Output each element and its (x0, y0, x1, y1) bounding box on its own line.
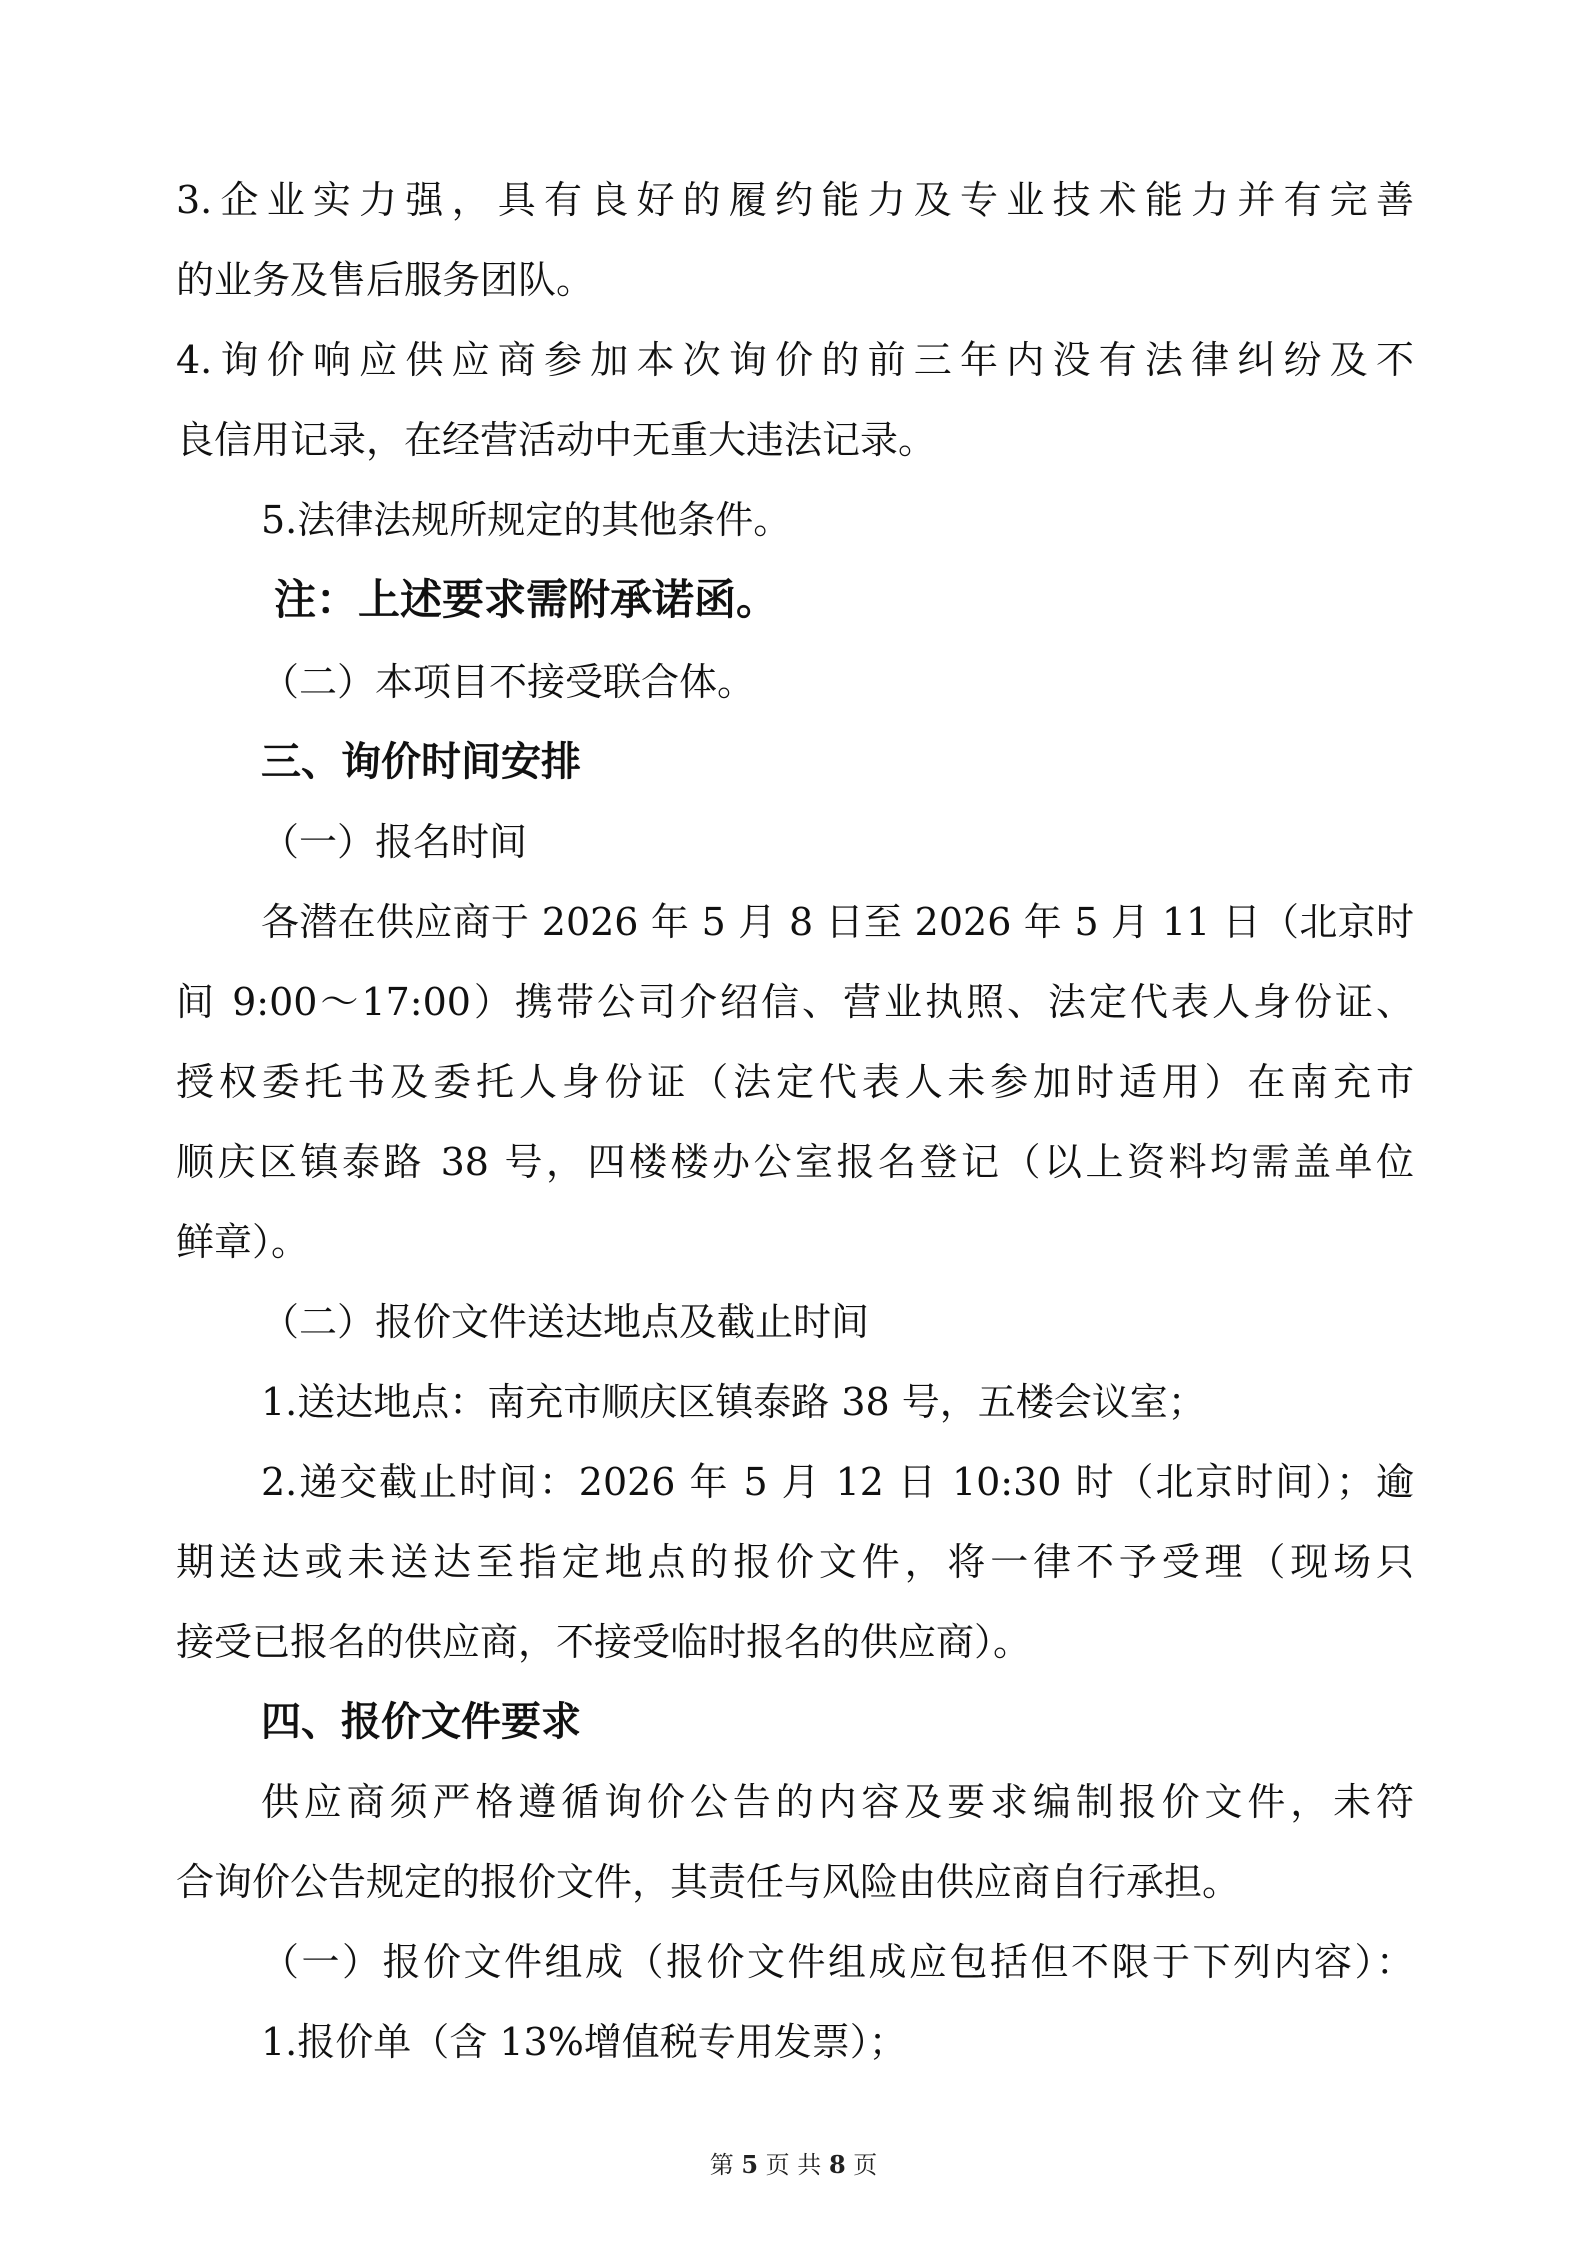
section-heading: 三、询价时间安排 (261, 739, 581, 785)
paragraph-line: 顺庆区镇泰路 38 号，四楼楼办公室报名登记（以上资料均需盖单位 (176, 1140, 1414, 1184)
total-page-number: 8 (828, 2150, 846, 2179)
paragraph-line: 良信用记录，在经营活动中无重大违法记录。 (176, 418, 937, 462)
paragraph-line: 供应商须严格遵循询价公告的内容及要求编制报价文件，未符 (261, 1780, 1414, 1824)
paragraph-line: 3.企业实力强，具有良好的履约能力及专业技术能力并有完善 (176, 178, 1414, 222)
note-text: 注：上述要求需附承诺函。 (274, 575, 779, 624)
subsection-heading: （一）报名时间 (261, 820, 528, 864)
footer-prefix: 第 (709, 2151, 734, 2179)
page-footer (0, 2145, 1587, 2180)
paragraph-line: 的业务及售后服务团队。 (176, 258, 595, 302)
paragraph-line: 2.递交截止时间：2026 年 5 月 12 日 10:30 时（北京时间）；逾 (261, 1460, 1414, 1504)
paragraph-line: 1.送达地点：南充市顺庆区镇泰路 38 号，五楼会议室； (261, 1380, 1206, 1424)
paragraph-line: 4.询价响应供应商参加本次询价的前三年内没有法律纠纷及不 (176, 338, 1414, 382)
paragraph-line: 5.法律法规所规定的其他条件。 (261, 498, 792, 542)
footer-suffix: 页 (853, 2151, 878, 2179)
subsection-heading: （二）报价文件送达地点及截止时间 (261, 1300, 870, 1344)
paragraph-line: 合询价公告规定的报价文件，其责任与风险由供应商自行承担。 (176, 1860, 1241, 1904)
footer-middle: 页 共 (765, 2151, 822, 2179)
paragraph-line: 间 9:00～17:00）携带公司介绍信、营业执照、法定代表人身份证、 (176, 980, 1414, 1024)
paragraph-line: 授权委托书及委托人身份证（法定代表人未参加时适用）在南充市 (176, 1060, 1414, 1104)
section-heading: 四、报价文件要求 (261, 1699, 581, 1745)
paragraph-line: 各潜在供应商于 2026 年 5 月 8 日至 2026 年 5 月 11 日（北京时 (261, 900, 1414, 944)
paragraph-line: 期送达或未送达至指定地点的报价文件，将一律不予受理（现场只 (176, 1540, 1414, 1584)
current-page-number: 5 (741, 2150, 759, 2179)
paragraph-line: 1.报价单（含 13%增值税专用发票）； (261, 2020, 907, 2064)
paragraph-line: 鲜章）。 (176, 1220, 310, 1264)
subsection-heading: （一）报价文件组成（报价文件组成应包括但不限于下列内容）： (261, 1940, 1414, 1984)
paragraph-line: （二）本项目不接受联合体。 (261, 660, 756, 704)
paragraph-line: 接受已报名的供应商，不接受临时报名的供应商）。 (176, 1620, 1032, 1664)
